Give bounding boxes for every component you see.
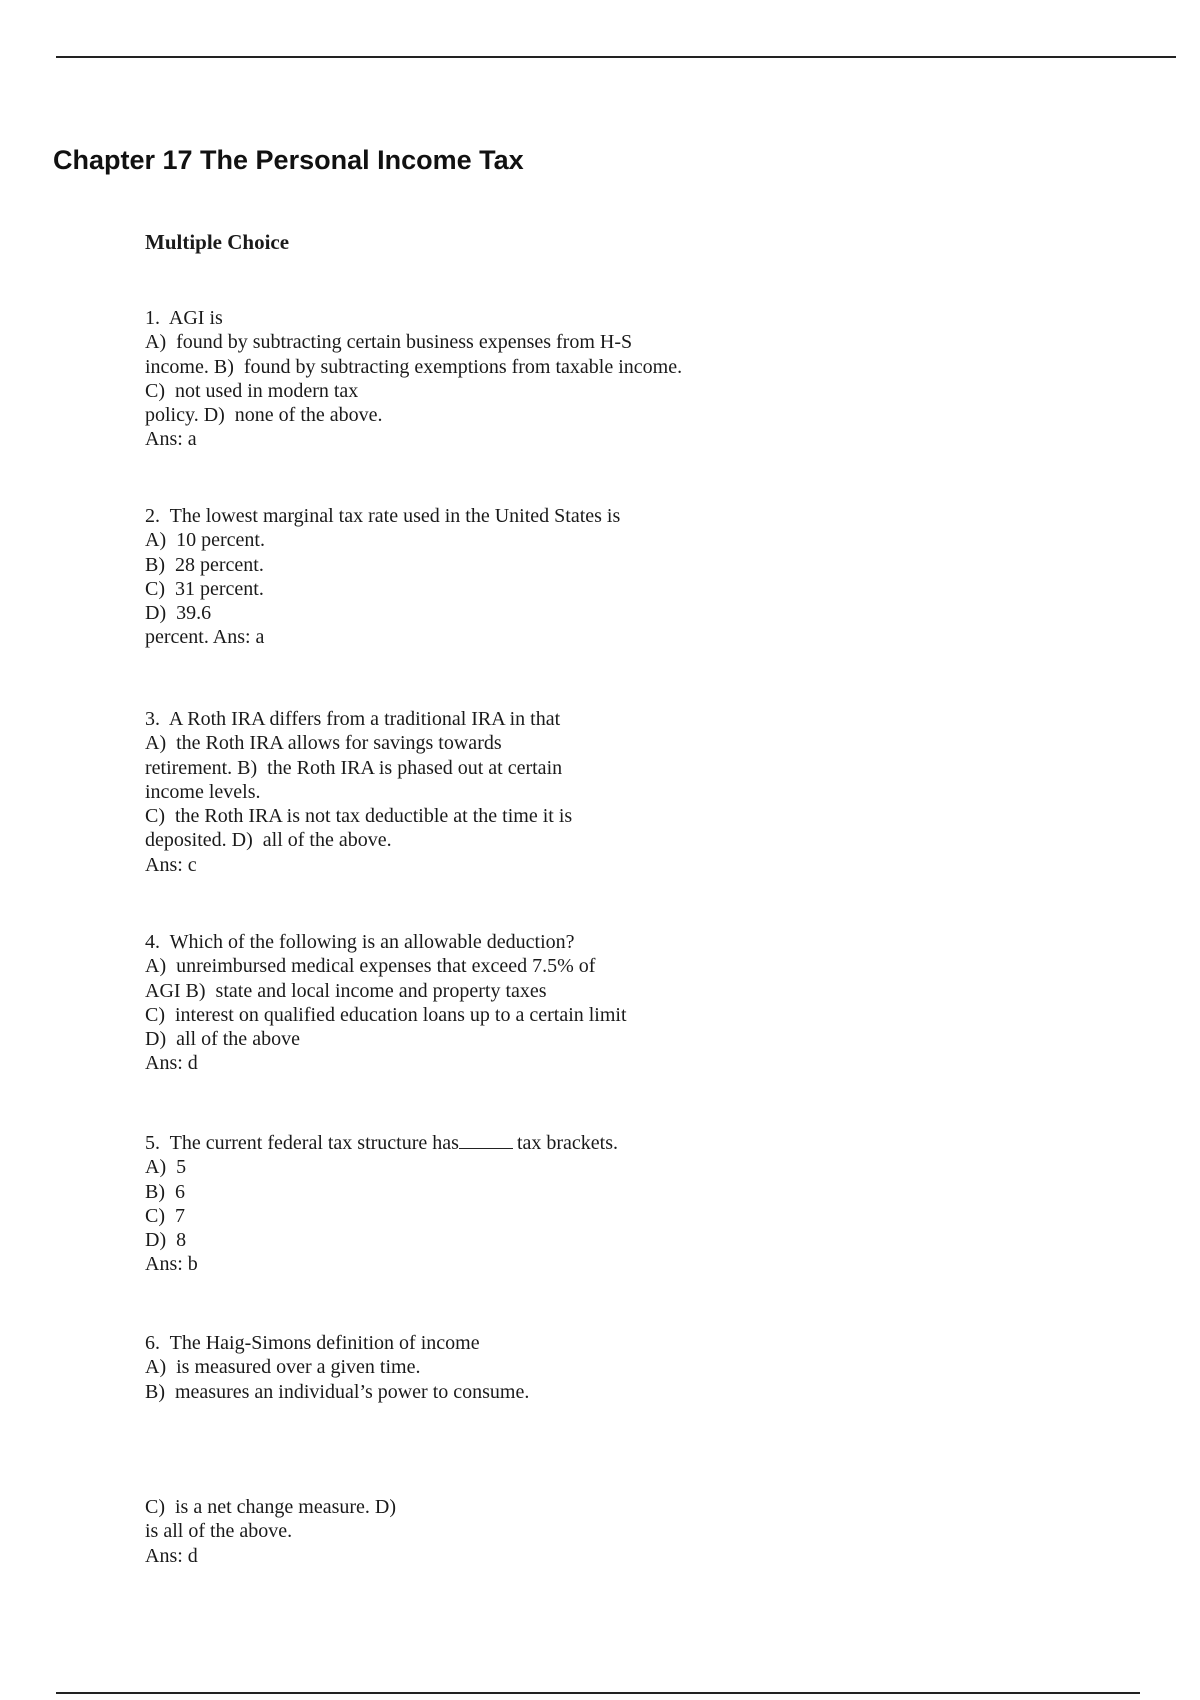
question-1 bbox=[145, 306, 682, 452]
question-5-line: C) 7 bbox=[145, 1204, 185, 1227]
question-1-line: A) found by subtracting certain business expenses from H-S bbox=[145, 331, 633, 354]
question-5-stem bbox=[145, 1130, 618, 1155]
question-2 bbox=[145, 504, 620, 650]
question-3-line: A) the Roth IRA allows for savings towards bbox=[145, 732, 502, 755]
question-3-line: deposited. D) all of the above. bbox=[145, 829, 392, 852]
question-4-line: A) unreimbursed medical expenses that exceed 7.5% of bbox=[145, 955, 596, 978]
question-5-line: B) 6 bbox=[145, 1180, 185, 1203]
question-4 bbox=[145, 930, 627, 1076]
question-1-answer: Ans: a bbox=[145, 428, 197, 451]
bottom-rule bbox=[56, 1692, 1140, 1694]
question-3 bbox=[145, 707, 572, 877]
question-2-line: B) 28 percent. bbox=[145, 553, 264, 576]
question-4-line: AGI B) state and local income and property taxes bbox=[145, 979, 547, 1002]
question-6-answer: Ans: d bbox=[145, 1544, 198, 1567]
question-5 bbox=[145, 1130, 618, 1277]
question-6-line: is all of the above. bbox=[145, 1520, 293, 1543]
top-rule bbox=[56, 56, 1176, 58]
question-1-line: C) not used in modern tax bbox=[145, 379, 359, 402]
question-2-line: C) 31 percent. bbox=[145, 577, 264, 600]
section-title: Multiple Choice bbox=[145, 230, 290, 254]
question-5-stem-before: 5. The current federal tax structure has bbox=[145, 1132, 459, 1154]
question-4-line: D) all of the above bbox=[145, 1028, 300, 1051]
question-2-stem: 2. The lowest marginal tax rate used in the United States is bbox=[145, 505, 621, 527]
question-2-answer: percent. Ans: a bbox=[145, 626, 265, 649]
question-6 bbox=[145, 1331, 529, 1404]
question-1-stem: 1. AGI is bbox=[145, 307, 223, 329]
chapter-title: Chapter 17 The Personal Income Tax bbox=[53, 145, 524, 175]
question-4-answer: Ans: d bbox=[145, 1052, 198, 1075]
question-5-answer: Ans: b bbox=[145, 1253, 198, 1276]
question-6-line: A) is measured over a given time. bbox=[145, 1356, 421, 1379]
question-5-line: D) 8 bbox=[145, 1229, 187, 1252]
question-6-line: C) is a net change measure. D) bbox=[145, 1496, 397, 1518]
question-6-line: B) measures an individual’s power to consume. bbox=[145, 1380, 530, 1403]
question-1-line: policy. D) none of the above. bbox=[145, 404, 383, 427]
question-5-stem-after: tax brackets. bbox=[516, 1132, 619, 1154]
question-3-stem: 3. A Roth IRA differs from a traditional IRA in that bbox=[145, 708, 561, 730]
question-5-line: A) 5 bbox=[145, 1156, 187, 1179]
question-6-stem: 6. The Haig-Simons definition of income bbox=[145, 1332, 480, 1354]
question-2-line: D) 39.6 bbox=[145, 602, 212, 625]
question-2-line: A) 10 percent. bbox=[145, 529, 265, 552]
question-4-stem: 4. Which of the following is an allowable deduction? bbox=[145, 931, 575, 953]
question-3-line: C) the Roth IRA is not tax deductible at the time it is bbox=[145, 805, 573, 828]
question-6-continued bbox=[145, 1495, 396, 1568]
question-4-line: C) interest on qualified education loans up to a certain limit bbox=[145, 1003, 627, 1026]
question-3-line: retirement. B) the Roth IRA is phased out at certain bbox=[145, 756, 563, 779]
question-3-answer: Ans: c bbox=[145, 853, 197, 876]
question-3-line: income levels. bbox=[145, 780, 261, 803]
question-1-line: income. B) found by subtracting exemptions from taxable income. bbox=[145, 355, 683, 378]
fill-in-blank bbox=[459, 1130, 513, 1149]
